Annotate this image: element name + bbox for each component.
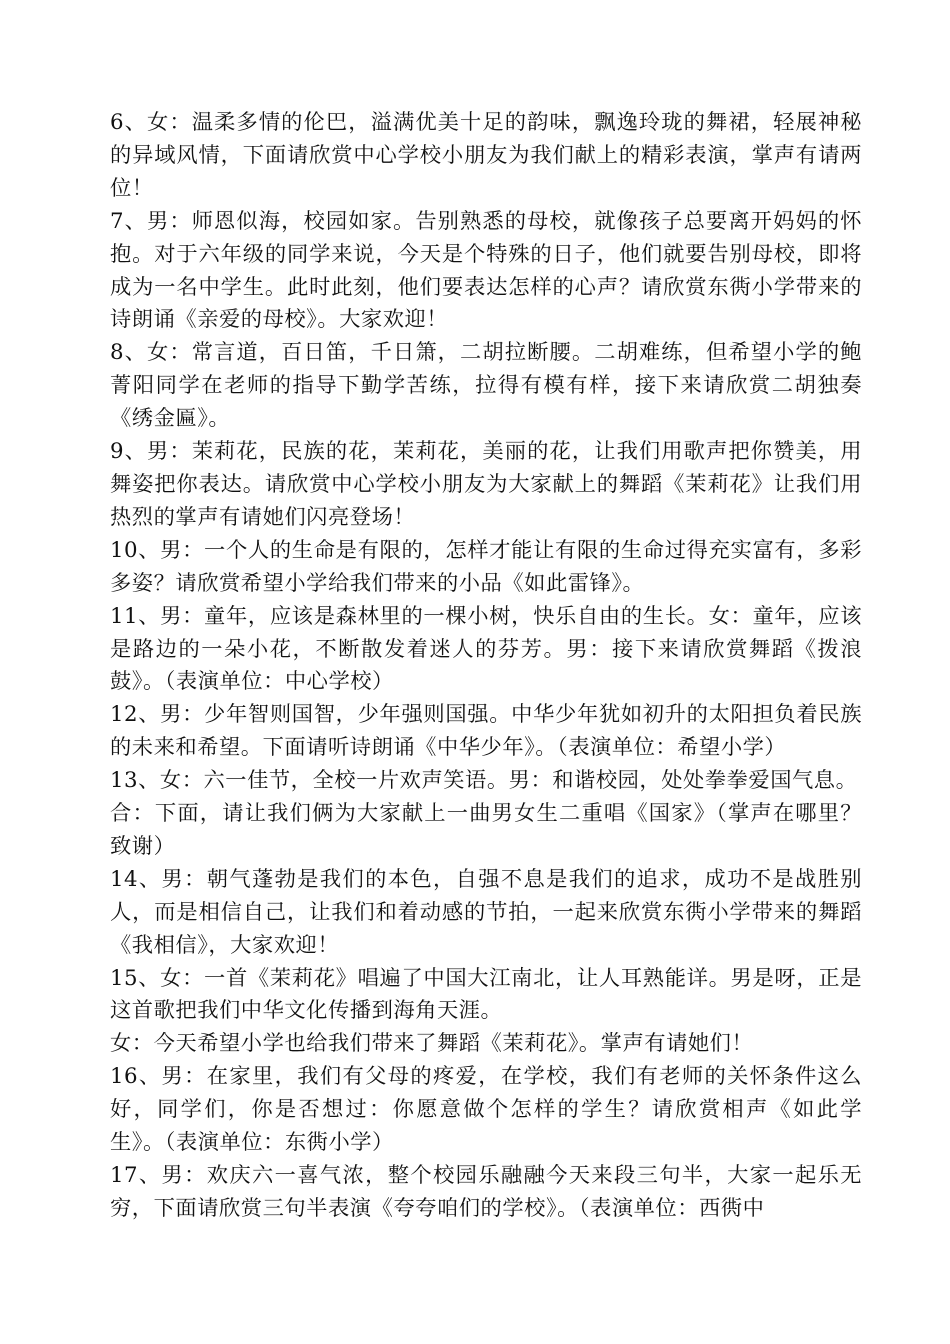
paragraph-7: 7、男：师恩似海，校园如家。告别熟悉的母校，就像孩子总要离开妈妈的怀抱。对于六年级的同学来说，今天是个特殊的日子，他们就要告别母校，即将成为一名中学生。此时此刻，他们要表达怎样的心声？请欣赏东衖小学带来的诗朗诵《亲爱的母校》。大家欢迎！ <box>110 208 862 333</box>
paragraph-8: 8、女：常言道，百日笛，千日箫，二胡拉断腰。二胡难练，但希望小学的鲍菁阳同学在老师的指导下勤学苦练，拉得有模有样，接下来请欣赏二胡独奏《绣金匾》。 <box>110 340 862 432</box>
paragraph-13-chorus: 合：下面，请让我们俩为大家献上一曲男女生二重唱《国家》（掌声在哪里？致谢） <box>110 801 862 859</box>
paragraph-9: 9、男：茉莉花，民族的花，茉莉花，美丽的花，让我们用歌声把你赞美，用舞姿把你表达。请欣赏中心学校小朋友为大家献上的舞蹈《茉莉花》让我们用热烈的掌声有请她们闪亮登场！ <box>110 439 862 530</box>
paragraph-16: 16、男：在家里，我们有父母的疼爱，在学校，我们有老师的关怀条件这么好，同学们，你是否想过：你愿意做个怎样的学生？请欣赏相声《如此学生》。（表演单位：东衖小学） <box>110 1064 862 1156</box>
paragraph-15-female: 女：今天希望小学也给我们带来了舞蹈《茉莉花》。掌声有请她们！ <box>110 1031 754 1057</box>
document-page <box>110 107 862 1226</box>
paragraph-10: 10、男：一个人的生命是有限的，怎样才能让有限的生命过得充实富有，多彩多姿？请欣赏希望小学给我们带来的小品《如此雷锋》。 <box>110 537 862 596</box>
paragraph-15: 15、女：一首《茉莉花》唱遍了中国大江南北，让人耳熟能详。男是呀，正是这首歌把我们中华文化传播到海角天涯。 <box>110 965 862 1024</box>
paragraph-6: 6、女：温柔多情的伦巴，溢满优美十足的韵味，飘逸玲珑的舞裙，轻展神秘的异域风情，下面请欣赏中心学校小朋友为我们献上的精彩表演，掌声有请两位！ <box>110 110 862 201</box>
paragraph-17: 17、男：欢庆六一喜气浓，整个校园乐融融今天来段三句半，大家一起乐无穷，下面请欣赏三句半表演《夸夸咱们的学校》。（表演单位：西衖中 <box>110 1163 862 1221</box>
paragraph-13: 13、女：六一佳节，全校一片欢声笑语。男：和谐校园，处处拳拳爱国气息。 <box>110 768 858 794</box>
paragraph-12: 12、男：少年智则国智，少年强则国强。中华少年犹如初升的太阳担负着民族的未来和希望。下面请听诗朗诵《中华少年》。（表演单位：希望小学） <box>110 702 862 761</box>
paragraph-11: 11、男：童年，应该是森林里的一棵小树，快乐自由的生长。女：童年，应该是路边的一朵小花，不断散发着迷人的芬芳。男：接下来请欣赏舞蹈《拨浪鼓》。（表演单位：中心学校） <box>110 603 862 695</box>
paragraph-14: 14、男：朝气蓬勃是我们的本色，自强不息是我们的追求，成功不是战胜别人，而是相信自己，让我们和着动感的节拍，一起来欣赏东衖小学带来的舞蹈《我相信》，大家欢迎！ <box>110 866 862 958</box>
